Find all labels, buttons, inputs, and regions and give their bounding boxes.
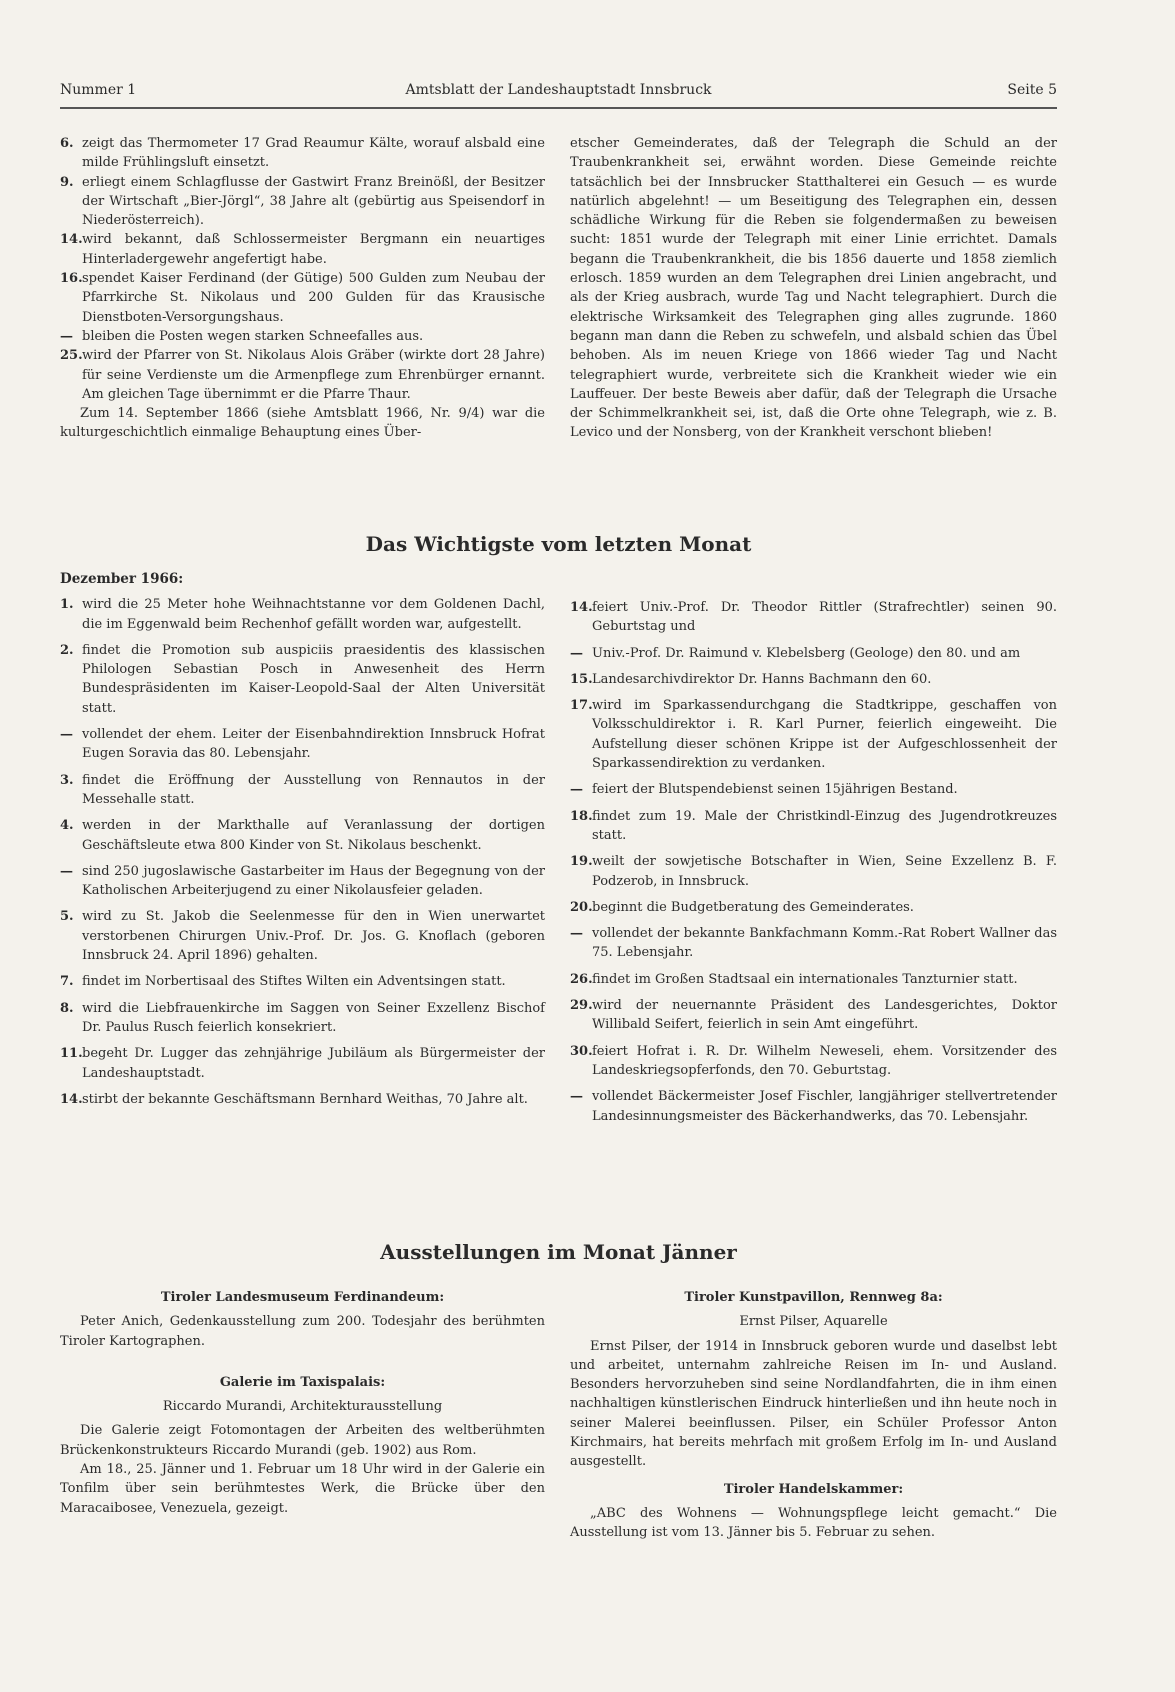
chronicle-paragraph: Zum 14. September 1866 (siehe Amtsblatt 1966, Nr. 9/4) war die kulturgeschichtlich einmalige Behauptung eines Über-	[60, 406, 545, 441]
exhibition-text: Peter Anich, Gedenkausstellung zum 200. Todesjahr des berühmten Tiroler Kartographen.	[60, 1314, 545, 1349]
event-entry: — feiert der Blutspendebienst seinen 15jährigen Bestand.	[570, 782, 958, 798]
event-entry: 17.wird im Sparkassendurchgang die Stadtkrippe, geschaffen von Volksschuldirektor i. R. Karl Purner, feierlich eingeweiht. Die Aufstellung dieser schönen Krippe ist der Aufgeschlossenheit der Sparkassendirektion zu verdanken.	[570, 698, 1057, 772]
event-entry: 14.stirbt der bekannte Geschäftsmann Bernhard Weithas, 70 Jahre alt.	[60, 1091, 528, 1107]
section-title-monthly: Das Wichtigste vom letzten Monat	[365, 532, 752, 556]
event-entry: — vollendet Bäckermeister Josef Fischler, langjähriger stellvertretender Landesinnungsmeister des Bäckerhandwerks, das 70. Lebensjahr.	[570, 1089, 1057, 1124]
chronicle-entry: 14.wird bekannt, daß Schlossermeister Bergmann ein neuartiges Hinterladergewehr angefertigt habe.	[60, 232, 545, 267]
issue-number: Nummer 1	[60, 82, 137, 98]
venue-title: Tiroler Kunstpavillon, Rennweg 8a:	[684, 1290, 943, 1305]
page-header	[60, 82, 1057, 104]
chronicle-left-column	[60, 134, 545, 443]
event-entry: 26.findet im Großen Stadtsaal ein internationales Tanzturnier statt.	[570, 971, 1018, 987]
event-entry: 14.feiert Univ.-Prof. Dr. Theodor Rittler (Strafrechtler) seinen 90. Geburtstag und	[570, 600, 1057, 635]
chronicle-entry: 16.spendet Kaiser Ferdinand (der Gütige) 500 Gulden zum Neubau der Pfarrkirche St. Nikolaus und 200 Gulden für das Krausische Dienstboten-Versorgungshaus.	[60, 271, 545, 325]
chronicle-entry: 9. erliegt einem Schlagflusse der Gastwirt Franz Breinößl, der Besitzer der Wirtschaft „Bier-Jörgl“, 38 Jahre alt (gebürtig aus Speisendorf in Niederösterreich).	[60, 174, 545, 229]
event-entry: 1. wird die 25 Meter hohe Weihnachtstanne vor dem Goldenen Dachl, die im Eggenwald beim Rechenhof gefällt worden war, aufgestellt.	[60, 597, 545, 632]
exhibition-text: „ABC des Wohnens — Wohnungspflege leicht gemacht.“ Die Ausstellung ist vom 13. Jänner bis 5. Februar zu sehen.	[570, 1505, 1057, 1541]
exhibition-text: Ernst Pilser, der 1914 in Innsbruck geboren wurde und daselbst lebt und arbeitet, unternahm zahlreiche Reisen im In- und Ausland. Besonders hervorzuheben sind seine Nordlandfahrten, die in ihm einen nachhaltigen künstlerischen Eindruck hinterließen und ihn heute noch in seiner Malerei beeinflussen. Pilser, ein Schüler Professor Anton Kirchmairs, hat bereits mehrfach mit großem Erfolg im In- und Ausland ausgestellt.	[570, 1338, 1057, 1470]
event-entry: 20.beginnt die Budgetberatung des Gemeinderates.	[570, 899, 914, 915]
page-number: Seite 5	[1007, 82, 1057, 98]
event-entry: 18.findet zum 19. Male der Christkindl-Einzug des Jugendrotkreuzes statt.	[570, 808, 1057, 843]
event-entry: 15.Landesarchivdirektor Dr. Hanns Bachmann den 60.	[570, 671, 932, 687]
event-entry: 19.weilt der sowjetische Botschafter in Wien, Seine Exzellenz B. F. Podzerob, in Innsbruck.	[570, 854, 1057, 889]
venue-title: Tiroler Landesmuseum Ferdinandeum:	[160, 1290, 445, 1305]
monthly-right-column	[570, 598, 1057, 1126]
monthly-left-column	[60, 570, 545, 1109]
exhibition-subtitle: Riccardo Murandi, Architekturausstellung	[162, 1399, 443, 1415]
venue-title: Galerie im Taxispalais:	[219, 1374, 386, 1390]
event-entry: 8. wird die Liebfrauenkirche im Saggen von Seiner Exzellenz Bischof Dr. Paulus Rusch feierlich konsekriert.	[60, 1000, 545, 1035]
publication-title: Amtsblatt der Landeshauptstadt Innsbruck	[405, 82, 712, 98]
event-entry: 30.feiert Hofrat i. R. Dr. Wilhelm Neweseli, ehem. Vorsitzender des Landeskriegsopferfonds, den 70. Geburtstag.	[570, 1043, 1057, 1078]
exhibitions-right-column	[570, 1288, 1057, 1543]
section-title-exhibitions: Ausstellungen im Monat Jänner	[380, 1240, 737, 1264]
event-entry: 5. wird zu St. Jakob die Seelenmesse für den in Wien unerwartet verstorbenen Chirurgen Univ.-Prof. Dr. Jos. G. Knoflach (geboren Innsbruck 24. April 1896) gehalten.	[60, 909, 545, 964]
event-entry: — Univ.-Prof. Dr. Raimund v. Klebelsberg (Geologe) den 80. und am	[570, 645, 1021, 661]
exhibitions-left-column	[60, 1288, 545, 1518]
telegraph-paragraph: etscher Gemeinderates, daß der Telegraph die Schuld an der Traubenkrankheit sei, erwähnt worden. Diese Gemeinde reichte tatsächlich bei der Innsbrucker Statthalterei ein Gesuch — es wurde natürlich abgelehnt! — um Beseitigung des Telegraphen ein, dessen schädliche Wirkung für die Reben sie folgendermaßen zu beweisen sucht: 1851 wurde der Telegraph mit einer Linie errichtet. Damals begann die Traubenkrankheit, die bis 1856 dauerte und 1858 ziemlich erlosch. 1859 wurden an dem Telegraphen drei Linien angebracht, und als der Krieg ausbrach, wurde Tag und Nacht telegraphiert. Durch die elektrische Wirksamkeit des Telegraphen ging alles zugrunde. 1860 begann man dann die Reben zu schwefeln, und alsbald schien das Übel behoben. Als im neuen Kriege von 1866 wieder Tag und Nacht telegraphiert wurde, verbreitete sich die Krankheit wieder wie ein Lauffeuer. Der beste Beweis aber dafür, daß der Telegraph die Ursache der Schimmelkrankheit sei, ist, daß die Orte ohne Telegraph, wie z. B. Levico und der Nonsberg, von der Krankheit verschont blieben!	[570, 136, 1057, 441]
event-entry: — sind 250 jugoslawische Gastarbeiter im Haus der Begegnung von der Katholischen Arbeiterjugend zu einer Nikolausfeier geladen.	[60, 863, 545, 899]
chronicle-entry: 6. zeigt das Thermometer 17 Grad Reaumur Kälte, worauf alsbald eine milde Frühlingsluft einsetzt.	[60, 136, 545, 171]
event-entry: 7. findet im Norbertisaal des Stiftes Wilten ein Adventsingen statt.	[60, 974, 506, 990]
venue-title: Tiroler Handelskammer:	[723, 1481, 904, 1497]
exhibition-text: Die Galerie zeigt Fotomontagen der Arbeiten des weltberühmten Brückenkonstrukteurs Riccardo Murandi (geb. 1902) aus Rom.	[60, 1423, 545, 1458]
event-entry: 3. findet die Eröffnung der Ausstellung von Rennautos in der Messehalle statt.	[60, 772, 545, 807]
chronicle-entry: — bleiben die Posten wegen starken Schneefalles aus.	[60, 328, 424, 344]
event-entry: 11.begeht Dr. Lugger das zehnjährige Jubiläum als Bürgermeister der Landeshauptstadt.	[60, 1046, 545, 1081]
exhibition-text: Am 18., 25. Jänner und 1. Februar um 18 Uhr wird in der Galerie ein Tonfilm über sein berühmtestes Werk, die Brücke über den Maracaibosee, Venezuela, gezeigt.	[60, 1462, 545, 1516]
chronicle-entry: 25.wird der Pfarrer von St. Nikolaus Alois Gräber (wirkte dort 28 Jahre) für seine Verdienste um die Armenpflege zum Ehrenbürger ernannt. Am gleichen Tage übernimmt er die Pfarre Thaur.	[60, 348, 545, 402]
exhibition-subtitle: Ernst Pilser, Aquarelle	[739, 1314, 888, 1330]
chronicle-right-column	[570, 134, 1057, 443]
event-entry: 29.wird der neuernannte Präsident des Landesgerichtes, Doktor Willibald Seifert, feierlich in sein Amt eingeführt.	[570, 998, 1057, 1033]
event-entry: — vollendet der ehem. Leiter der Eisenbahndirektion Innsbruck Hofrat Eugen Soravia das 80. Lebensjahr.	[60, 727, 545, 762]
header-rule	[60, 107, 1057, 109]
event-entry: — vollendet der bekannte Bankfachmann Komm.-Rat Robert Wallner das 75. Lebensjahr.	[570, 926, 1057, 961]
event-entry: 4. werden in der Markthalle auf Veranlassung der dortigen Geschäftsleute etwa 800 Kinder von St. Nikolaus beschenkt.	[60, 818, 545, 853]
event-entry: 2. findet die Promotion sub auspiciis praesidentis des klassischen Philologen Sebastian Posch in Anwesenheit des Herrn Bundespräsidenten im Kaiser-Leopold-Saal der Alten Universität statt.	[60, 642, 545, 716]
month-heading: Dezember 1966:	[60, 571, 184, 587]
